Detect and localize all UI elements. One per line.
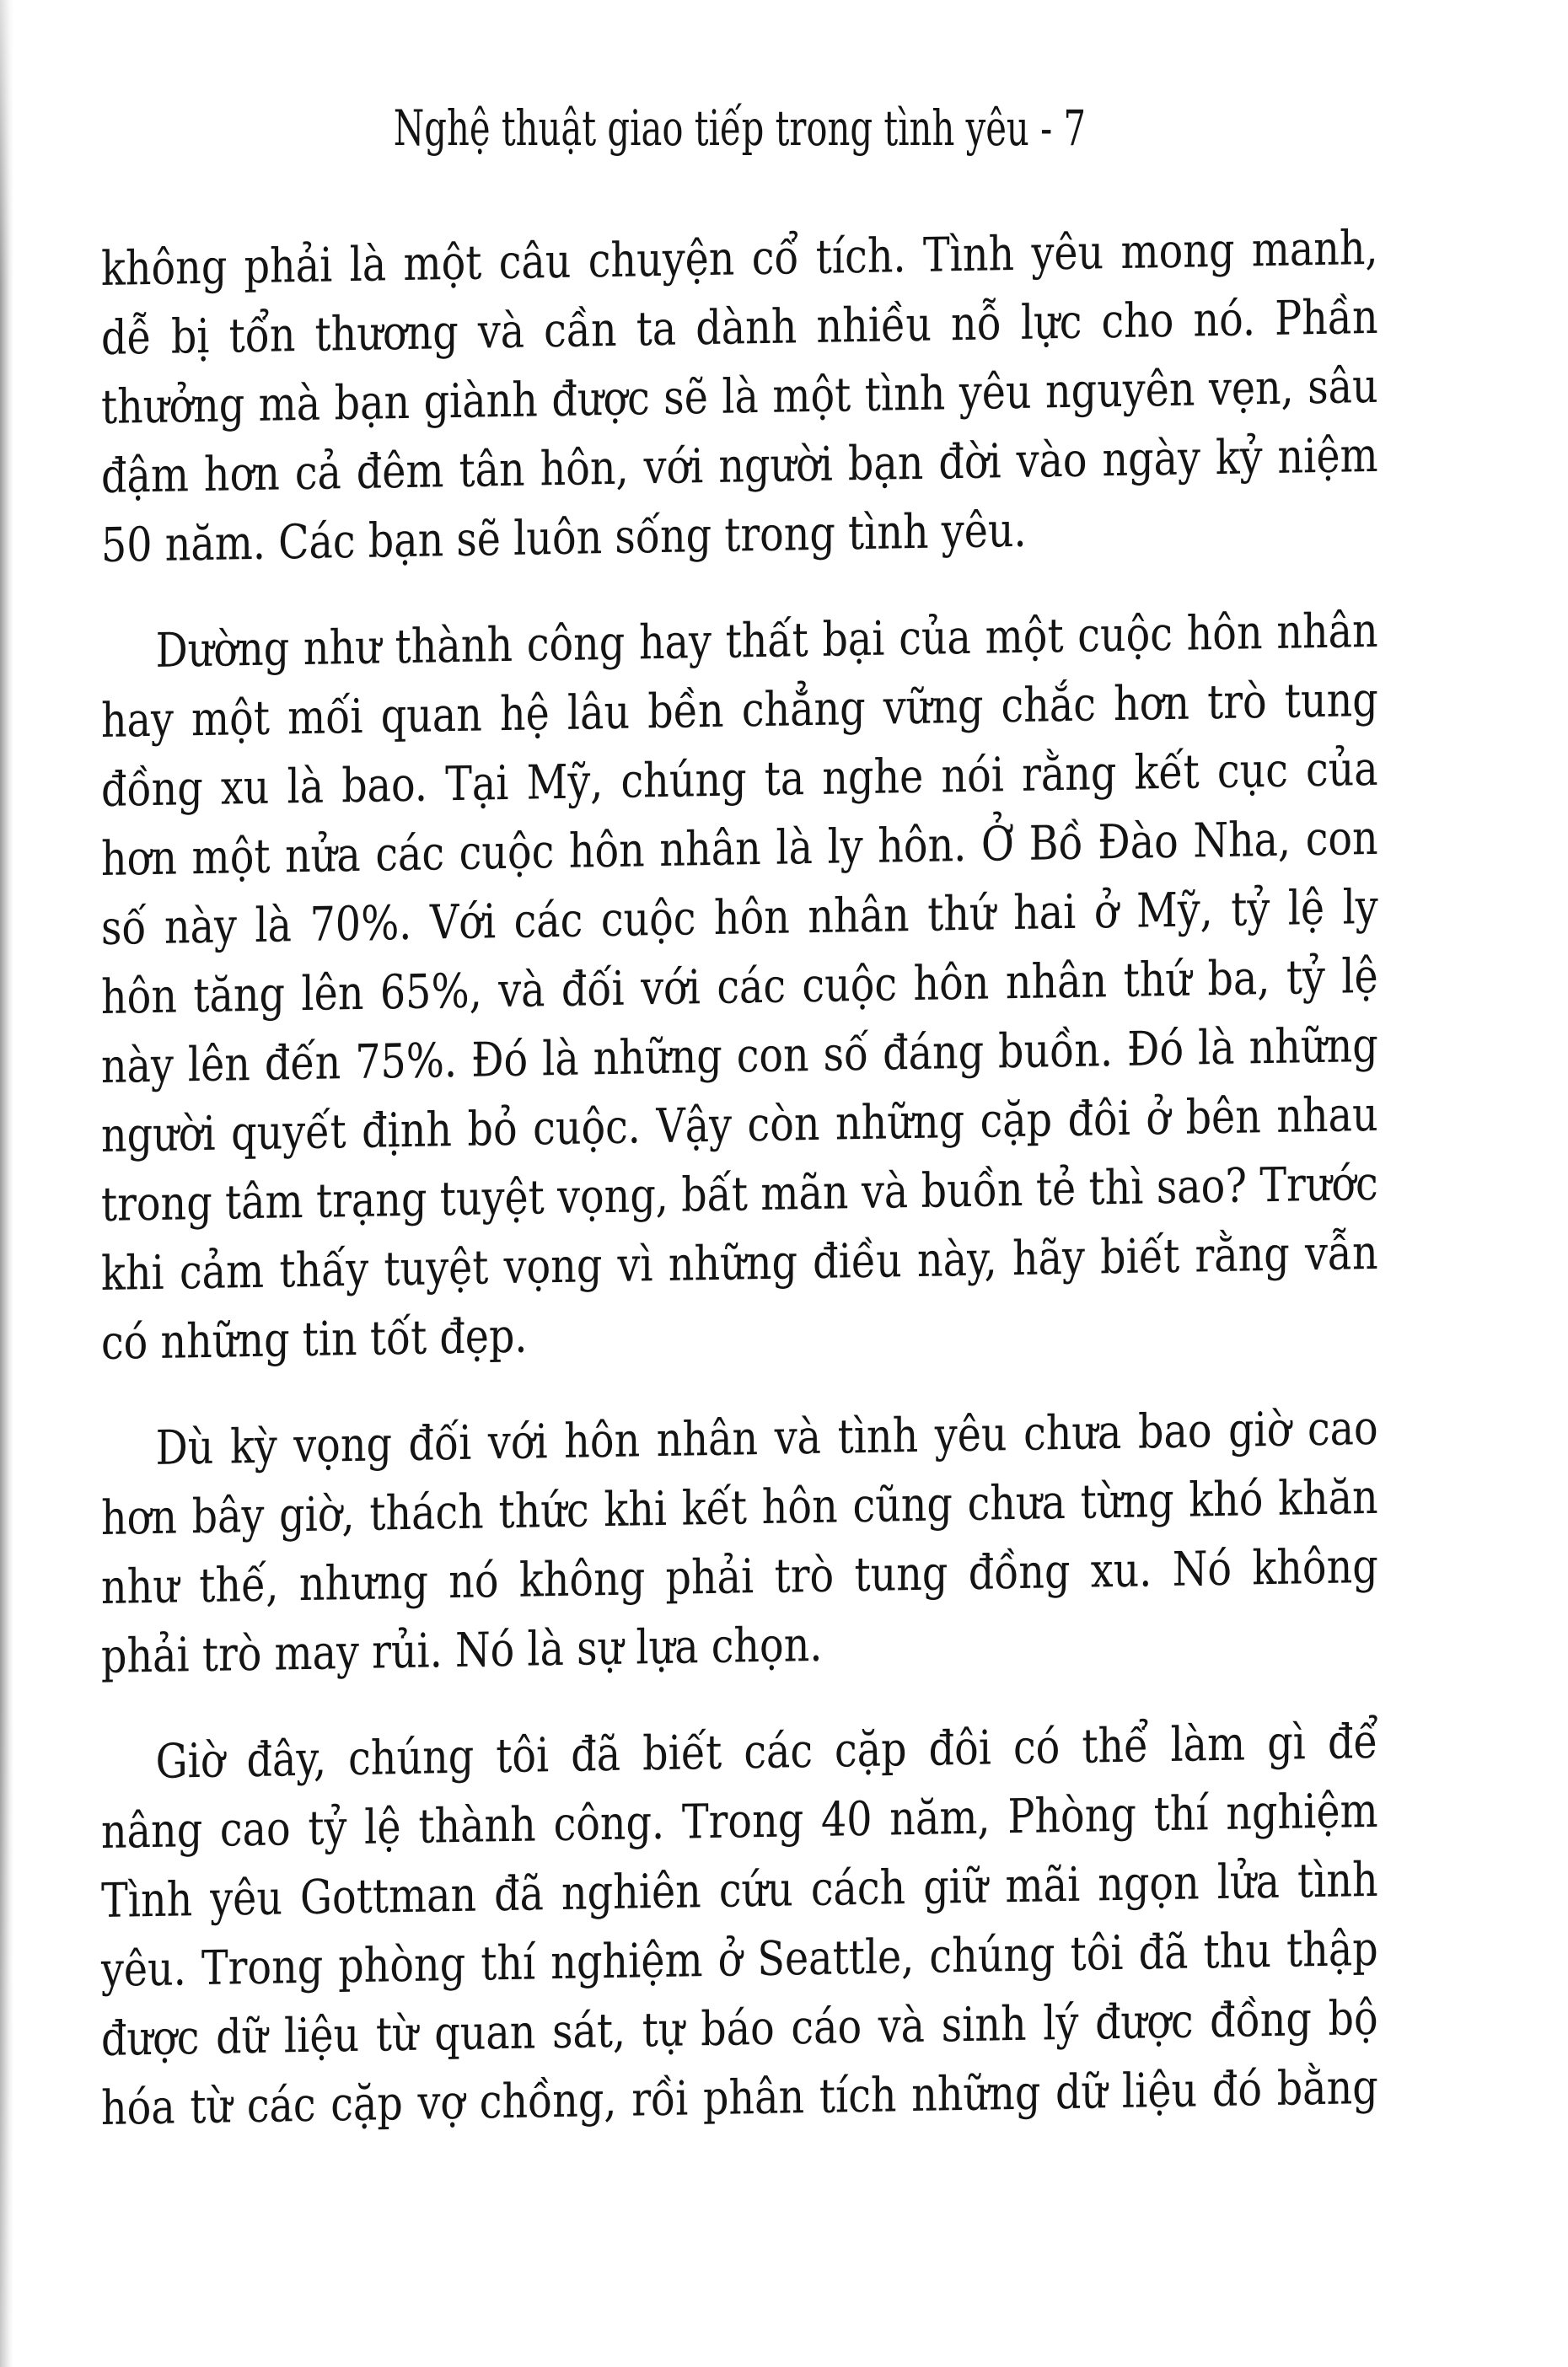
text-line: hơn bây giờ, thách thức khi kết hôn cũng chưa từng khó khăn	[101, 1469, 1378, 1546]
text-line: Dù kỳ vọng đối với hôn nhân và tình yêu chưa bao giờ cao	[155, 1400, 1378, 1476]
text-line: không phải là một câu chuyện cổ tích. Tình yêu mong manh,	[101, 220, 1378, 297]
paragraph	[101, 597, 1378, 1378]
text-line: phải trò may rủi. Nó là sự lựa chọn.	[101, 1617, 823, 1684]
text-line: đậm hơn cả đêm tân hôn, với người bạn đời vào ngày kỷ niệm	[101, 427, 1378, 504]
text-line: hôn tăng lên 65%, và đối với các cuộc hôn nhân thứ ba, tỷ lệ	[101, 948, 1378, 1025]
paragraph	[101, 1394, 1378, 1692]
text-line: 50 năm. Các bạn sẽ luôn sống trong tình yêu.	[101, 502, 1027, 573]
text-line: người quyết định bỏ cuộc. Vậy còn những cặp đôi ở bên nhau	[101, 1087, 1378, 1163]
body-text	[101, 214, 1378, 2144]
text-line: như thế, nhưng nó không phải trò tung đồng xu. Nó không	[101, 1538, 1378, 1615]
paragraph	[101, 1708, 1378, 2144]
text-line: số này là 70%. Với các cuộc hôn nhân thứ hai ở Mỹ, tỷ lệ ly	[101, 879, 1378, 956]
text-line: đồng xu là bao. Tại Mỹ, chúng ta nghe nói rằng kết cục của	[101, 741, 1378, 818]
text-line: hay một mối quan hệ lâu bền chẳng vững chắc hơn trò tung	[101, 672, 1378, 749]
text-line: Dường như thành công hay thất bại của một cuộc hôn nhân	[155, 603, 1378, 679]
text-line: được dữ liệu từ quan sát, tự báo cáo và sinh lý được đồng bộ	[101, 1990, 1378, 2067]
text-line: hơn một nửa các cuộc hôn nhân là ly hôn. Ở Bồ Đào Nha, con	[101, 810, 1378, 887]
text-line: nâng cao tỷ lệ thành công. Trong 40 năm, Phòng thí nghiệm	[101, 1783, 1378, 1860]
running-header	[101, 101, 1378, 155]
text-line: có những tin tốt đẹp.	[101, 1308, 528, 1371]
text-line: dễ bị tổn thương và cần ta dành nhiều nỗ lực cho nó. Phần	[101, 289, 1378, 366]
text-line: trong tâm trạng tuyệt vọng, bất mãn và buồn tẻ thì sao? Trước	[101, 1156, 1378, 1232]
running-header-text: Nghệ thuật giao tiếp trong tình yêu - 7	[393, 99, 1087, 157]
text-line: thưởng mà bạn giành được sẽ là một tình yêu nguyên vẹn, sâu	[101, 358, 1378, 435]
paragraph	[101, 214, 1378, 581]
text-line: khi cảm thấy tuyệt vọng vì những điều này, hãy biết rằng vẫn	[101, 1225, 1378, 1302]
text-line: yêu. Trong phòng thí nghiệm ở Seattle, chúng tôi đã thu thập	[101, 1921, 1378, 1998]
text-line: này lên đến 75%. Đó là những con số đáng buồn. Đó là những	[101, 1017, 1378, 1094]
text-line: hóa từ các cặp vợ chồng, rồi phân tích những dữ liệu đó bằng	[101, 2059, 1378, 2136]
scan-edge-shadow	[0, 0, 13, 2367]
text-line: Giờ đây, chúng tôi đã biết các cặp đôi có thể làm gì để	[155, 1714, 1378, 1790]
text-line: Tình yêu Gottman đã nghiên cứu cách giữ mãi ngọn lửa tình	[101, 1852, 1378, 1929]
